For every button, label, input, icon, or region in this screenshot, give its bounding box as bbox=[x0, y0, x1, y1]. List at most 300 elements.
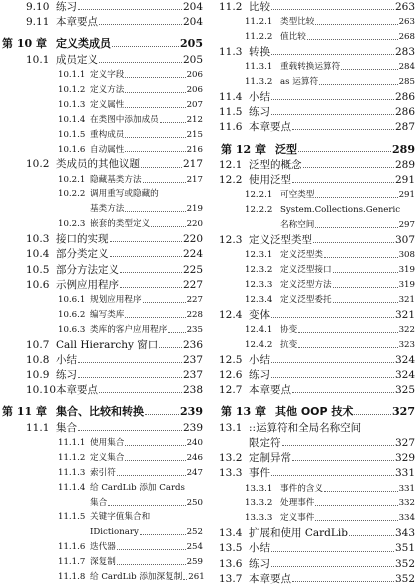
toc-entry-page: 207 bbox=[186, 99, 203, 110]
toc-entry-title: 定义方法 bbox=[90, 84, 125, 95]
dot-leader bbox=[99, 62, 182, 63]
toc-entry-page: 319 bbox=[398, 280, 415, 291]
toc-entry-number: 第 12 章 bbox=[221, 142, 266, 156]
toc-entry-title: 本章要点 bbox=[56, 384, 98, 397]
toc-entry-page: 323 bbox=[398, 339, 415, 350]
toc-entry[interactable] bbox=[213, 203, 415, 218]
toc-entry-title: 变体 bbox=[249, 308, 270, 321]
toc-entry-number: 11.4 bbox=[219, 90, 243, 103]
toc-entry[interactable] bbox=[213, 496, 415, 511]
toc-entry-number: 10.6.3 bbox=[58, 324, 86, 335]
toc-entry-page: 261 bbox=[188, 572, 205, 583]
dot-leader bbox=[143, 302, 186, 303]
toc-entry-title: 本章要点 bbox=[249, 572, 291, 585]
toc-entry[interactable] bbox=[213, 15, 415, 30]
toc-entry[interactable] bbox=[0, 0, 203, 15]
toc-entry-title: 隐藏基类方法 bbox=[90, 174, 142, 185]
toc-entry[interactable] bbox=[0, 15, 203, 30]
toc-entry-number: 10.1.2 bbox=[58, 84, 86, 95]
toc-entry-title: 嵌套的类型定义 bbox=[90, 219, 151, 230]
toc-entry-title: 部分类定义 bbox=[56, 248, 109, 261]
toc-entry[interactable] bbox=[213, 141, 415, 159]
toc-entry[interactable] bbox=[213, 482, 415, 497]
toc-entry-number: 12.4 bbox=[219, 308, 243, 321]
toc-entry-page: 240 bbox=[186, 438, 203, 449]
toc-entry[interactable] bbox=[0, 403, 203, 421]
toc-entry-number: 10.8 bbox=[26, 353, 50, 366]
toc-entry[interactable] bbox=[213, 0, 415, 15]
toc-entry-page: 205 bbox=[180, 37, 203, 51]
dot-leader bbox=[99, 392, 182, 393]
toc-entry-number: 13.3 bbox=[219, 467, 243, 480]
toc-entry-page: 225 bbox=[182, 263, 203, 276]
toc-entry-number: 第 10 章 bbox=[2, 37, 47, 51]
toc-entry-page: 289 bbox=[394, 159, 415, 171]
toc-entry-title: 接口的实现 bbox=[56, 233, 109, 246]
dot-leader bbox=[120, 272, 182, 273]
toc-entry[interactable] bbox=[213, 293, 415, 308]
toc-entry[interactable] bbox=[213, 368, 415, 383]
toc-entry-page: 334 bbox=[398, 513, 415, 524]
toc-entry-number: 10.2.3 bbox=[58, 219, 86, 230]
toc-entry[interactable] bbox=[0, 525, 203, 540]
toc-entry-title: 类库的客户应用程序 bbox=[90, 324, 168, 335]
toc-entry-title: 迭代器 bbox=[90, 542, 116, 553]
toc-entry-title: 使用集合 bbox=[90, 438, 125, 449]
toc-entry[interactable] bbox=[213, 557, 415, 572]
dot-leader bbox=[140, 534, 186, 535]
toc-entry-number: 11.2.1 bbox=[245, 17, 273, 28]
dot-leader bbox=[110, 256, 182, 257]
toc-entry-page: 286 bbox=[394, 90, 415, 103]
toc-entry-title: 在类图中添加成员 bbox=[90, 114, 159, 125]
dot-leader bbox=[324, 257, 398, 258]
toc-entry[interactable] bbox=[0, 323, 203, 338]
toc-entry[interactable] bbox=[0, 338, 203, 353]
dot-leader bbox=[78, 430, 182, 431]
toc-entry[interactable] bbox=[0, 202, 203, 217]
toc-entry-page: 351 bbox=[394, 542, 415, 555]
dot-leader bbox=[125, 77, 185, 78]
toc-entry-title: 小结 bbox=[249, 542, 270, 555]
dot-leader bbox=[271, 99, 394, 100]
toc-entry-title: 部分方法定义 bbox=[56, 263, 119, 276]
dot-leader bbox=[271, 551, 394, 552]
toc-entry[interactable] bbox=[0, 496, 203, 511]
dot-leader bbox=[271, 377, 394, 378]
dot-leader bbox=[341, 69, 397, 70]
toc-entry[interactable] bbox=[213, 218, 415, 233]
toc-entry[interactable] bbox=[0, 278, 203, 293]
toc-entry-number: 10.1.5 bbox=[58, 129, 86, 140]
dot-leader bbox=[315, 505, 397, 506]
dot-leader bbox=[78, 9, 182, 10]
toc-entry[interactable] bbox=[213, 511, 415, 526]
toc-entry-number: 13.3.2 bbox=[245, 498, 273, 509]
toc-entry[interactable] bbox=[213, 278, 415, 293]
toc-entry-title: 泛型的概念 bbox=[249, 159, 302, 171]
toc-entry-page: 204 bbox=[182, 1, 203, 13]
toc-entry[interactable] bbox=[0, 293, 203, 308]
toc-entry-title: 类成员的其他议题 bbox=[56, 158, 140, 171]
toc-entry-page: 285 bbox=[398, 77, 415, 88]
toc-entry-number: 10.1.4 bbox=[58, 114, 86, 125]
toc-entry[interactable] bbox=[0, 481, 203, 496]
toc-entry-number: 11.1.8 bbox=[58, 572, 86, 583]
toc-entry-page: 236 bbox=[182, 338, 203, 351]
dot-leader bbox=[333, 272, 398, 273]
toc-entry-title: 定义泛型委托 bbox=[280, 294, 332, 305]
toc-entry-title: 名称空间 bbox=[280, 220, 315, 231]
toc-entry-title: 重构成员 bbox=[90, 129, 125, 140]
toc-entry-title: 重载转换运算符 bbox=[280, 62, 341, 73]
toc-entry-page: 238 bbox=[182, 384, 203, 397]
toc-entry-title: 定义集合 bbox=[90, 452, 125, 463]
toc-entry-number: 11.2 bbox=[219, 1, 243, 13]
toc-entry-page: 212 bbox=[186, 114, 203, 125]
toc-entry-title: 定义泛型方法 bbox=[280, 280, 332, 291]
toc-entry-title: 使用泛型 bbox=[249, 174, 291, 187]
toc-entry[interactable] bbox=[0, 173, 203, 188]
dot-leader bbox=[315, 197, 397, 198]
toc-entry[interactable] bbox=[213, 421, 415, 436]
toc-entry-page: 322 bbox=[398, 324, 415, 335]
toc-entry-number: 12.5 bbox=[219, 353, 243, 366]
toc-entry[interactable] bbox=[0, 143, 203, 158]
toc-entry-number: 10.3 bbox=[26, 233, 50, 246]
toc-entry-title: 深复制 bbox=[90, 557, 116, 568]
toc-entry-number: 10.1.6 bbox=[58, 144, 86, 155]
toc-entry-page: 325 bbox=[394, 384, 415, 397]
toc-entry-number: 10.4 bbox=[26, 248, 50, 261]
toc-entry-number: 13.3.3 bbox=[245, 513, 273, 524]
dot-leader bbox=[271, 317, 394, 318]
toc-entry[interactable] bbox=[213, 233, 415, 248]
toc-entry-title: 值比较 bbox=[280, 32, 306, 43]
toc-entry-number: 12.2.2 bbox=[245, 205, 273, 216]
dot-leader bbox=[78, 377, 182, 378]
toc-entry-page: 329 bbox=[394, 452, 415, 465]
toc-entry-title: 编写类库 bbox=[90, 309, 125, 320]
toc-entry[interactable] bbox=[213, 451, 415, 466]
toc-entry-title: 练习 bbox=[56, 1, 77, 13]
toc-entry-title: 基类方法 bbox=[90, 204, 125, 215]
toc-entry-title: 给 CardLib 添加深复制 bbox=[90, 572, 183, 583]
toc-entry-title: 本章要点 bbox=[249, 384, 291, 397]
toc-entry-number: 10.2.2 bbox=[58, 189, 86, 200]
toc-entry-title: 转换 bbox=[249, 45, 270, 58]
toc-entry[interactable] bbox=[0, 68, 203, 83]
toc-entry-page: 246 bbox=[186, 452, 203, 463]
dot-leader bbox=[282, 445, 394, 446]
toc-entry[interactable] bbox=[0, 570, 203, 585]
toc-entry[interactable] bbox=[0, 98, 203, 113]
toc-entry-title: 泛型 bbox=[275, 142, 297, 156]
toc-entry[interactable] bbox=[0, 308, 203, 323]
dot-leader bbox=[141, 167, 182, 168]
toc-entry-title: 小结 bbox=[56, 353, 77, 366]
toc-entry-page: 297 bbox=[398, 220, 415, 231]
dot-leader bbox=[333, 287, 398, 288]
dot-leader bbox=[292, 182, 394, 183]
toc-entry[interactable] bbox=[213, 466, 415, 481]
toc-entry-number: 13.2 bbox=[219, 452, 243, 465]
toc-entry-page: 324 bbox=[394, 368, 415, 381]
dot-leader bbox=[151, 226, 185, 227]
toc-entry[interactable] bbox=[213, 173, 415, 188]
toc-entry-page: 227 bbox=[186, 294, 203, 305]
toc-entry-number: 10.9 bbox=[26, 368, 50, 381]
dot-leader bbox=[120, 287, 182, 288]
toc-entry-title: 定义类成员 bbox=[56, 37, 111, 51]
dot-leader bbox=[125, 92, 185, 93]
toc-entry[interactable] bbox=[0, 353, 203, 368]
toc-entry-page: 308 bbox=[398, 250, 415, 261]
toc-entry-number: 10.7 bbox=[26, 338, 50, 351]
toc-entry-number: 10.6.2 bbox=[58, 309, 86, 320]
toc-entry-number: 11.1.2 bbox=[58, 452, 86, 463]
toc-entry[interactable] bbox=[0, 555, 203, 570]
toc-entry[interactable] bbox=[0, 421, 203, 436]
toc-entry-number: 12.3 bbox=[219, 234, 243, 247]
toc-entry-title: 练习 bbox=[249, 557, 270, 570]
dot-leader bbox=[78, 362, 182, 363]
dot-leader bbox=[292, 460, 394, 461]
toc-entry-title: 集合 bbox=[56, 421, 77, 434]
toc-entry[interactable] bbox=[213, 353, 415, 368]
toc-entry[interactable] bbox=[0, 35, 203, 53]
toc-entry[interactable] bbox=[0, 383, 203, 398]
toc-entry-number: 10.10 bbox=[26, 384, 57, 397]
toc-entry-page: 319 bbox=[398, 265, 415, 276]
toc-entry[interactable] bbox=[0, 217, 203, 232]
dot-leader bbox=[160, 122, 186, 123]
toc-entry[interactable] bbox=[0, 232, 203, 247]
toc-entry-title: 定义泛型类型 bbox=[249, 234, 312, 247]
toc-entry-page: 324 bbox=[394, 353, 415, 366]
dot-leader bbox=[271, 475, 394, 476]
dot-leader bbox=[108, 505, 185, 506]
toc-entry-page: 263 bbox=[394, 1, 415, 13]
toc-entry-number: 9.11 bbox=[26, 16, 50, 29]
toc-right-column bbox=[213, 0, 415, 587]
toc-entry-title: 集合 bbox=[90, 497, 108, 508]
toc-entry-title: 定义事件 bbox=[280, 513, 315, 524]
toc-entry-number: 12.4.2 bbox=[245, 339, 273, 350]
toc-entry-number: 13.3.1 bbox=[245, 483, 273, 494]
toc-entry-title: 定义属性 bbox=[90, 99, 125, 110]
toc-entry-title: 可空类型 bbox=[280, 190, 315, 201]
toc-entry[interactable] bbox=[213, 90, 415, 105]
toc-entry-page: 219 bbox=[186, 204, 203, 215]
toc-entry-number: 13.7 bbox=[219, 572, 243, 585]
toc-entry-title: 关键字值集合和 bbox=[90, 512, 151, 523]
toc-entry-number: 10.5 bbox=[26, 263, 50, 276]
dot-leader bbox=[315, 520, 397, 521]
toc-entry[interactable] bbox=[0, 466, 203, 481]
toc-entry-number: 10.1 bbox=[26, 53, 50, 66]
toc-entry[interactable] bbox=[213, 30, 415, 45]
toc-entry-number: 11.2.2 bbox=[245, 32, 273, 43]
toc-entry-page: 217 bbox=[182, 158, 203, 171]
dot-leader bbox=[271, 54, 394, 55]
dot-leader bbox=[292, 581, 394, 582]
toc-entry-title: 示例应用程序 bbox=[56, 278, 119, 291]
toc-entry[interactable] bbox=[0, 510, 203, 525]
toc-entry-title: 事件的含义 bbox=[280, 483, 323, 494]
dot-leader bbox=[183, 579, 187, 580]
toc-entry-page: 239 bbox=[180, 405, 203, 419]
toc-entry-title: 练习 bbox=[56, 368, 77, 381]
dot-leader bbox=[271, 362, 394, 363]
toc-entry-page: 286 bbox=[394, 106, 415, 119]
toc-entry-page: 291 bbox=[398, 190, 415, 201]
toc-entry[interactable] bbox=[213, 436, 415, 451]
toc-left-column bbox=[0, 0, 203, 585]
dot-leader bbox=[349, 535, 394, 536]
toc-entry[interactable] bbox=[0, 187, 203, 202]
toc-entry-number: 11.1.3 bbox=[58, 467, 86, 478]
toc-entry-page: 321 bbox=[394, 308, 415, 321]
toc-entry-page: 250 bbox=[186, 497, 203, 508]
dot-leader bbox=[159, 347, 182, 348]
toc-entry[interactable] bbox=[213, 188, 415, 203]
toc-entry-page: 224 bbox=[182, 248, 203, 261]
toc-entry[interactable] bbox=[213, 105, 415, 120]
toc-entry-page: 352 bbox=[394, 572, 415, 585]
toc-entry-title: 抗变 bbox=[280, 339, 298, 350]
toc-entry-number: 12.1 bbox=[219, 159, 243, 171]
toc-entry-title: 比较 bbox=[249, 1, 270, 13]
toc-entry-title: 索引符 bbox=[90, 467, 116, 478]
toc-entry[interactable] bbox=[0, 83, 203, 98]
toc-entry-number: 10.2.1 bbox=[58, 174, 86, 185]
toc-entry[interactable] bbox=[213, 248, 415, 263]
toc-entry-page: 268 bbox=[398, 32, 415, 43]
toc-entry[interactable] bbox=[213, 572, 415, 587]
toc-entry-title: 成员定义 bbox=[56, 53, 98, 66]
toc-entry-title: 本章要点 bbox=[56, 16, 98, 29]
toc-entry-number: 10.1.3 bbox=[58, 99, 86, 110]
dot-leader bbox=[298, 332, 397, 333]
toc-entry-page: 287 bbox=[394, 121, 415, 134]
toc-entry[interactable] bbox=[0, 263, 203, 278]
toc-entry-number: 12.3.3 bbox=[245, 280, 273, 291]
toc-entry-number: 12.3.2 bbox=[245, 265, 273, 276]
dot-leader bbox=[112, 46, 179, 47]
toc-entry-title: as 运算符 bbox=[280, 77, 319, 88]
toc-entry-number: 11.3 bbox=[219, 45, 243, 58]
dot-leader bbox=[271, 566, 394, 567]
toc-entry-title: 集合、比较和转换 bbox=[56, 405, 144, 419]
toc-entry[interactable] bbox=[213, 323, 415, 338]
toc-entry-page: 327 bbox=[392, 405, 415, 419]
toc-entry[interactable] bbox=[213, 75, 415, 90]
toc-entry-page: 259 bbox=[186, 557, 203, 568]
toc-entry-page: 331 bbox=[398, 483, 415, 494]
toc-entry[interactable] bbox=[0, 53, 203, 68]
toc-entry-number: 10.1.1 bbox=[58, 70, 86, 81]
toc-entry-page: 307 bbox=[394, 234, 415, 247]
toc-entry[interactable] bbox=[213, 308, 415, 323]
toc-entry[interactable] bbox=[213, 383, 415, 398]
toc-entry-title: IDictionary bbox=[90, 527, 139, 538]
toc-entry-title: ::运算符和全局名称空间 bbox=[249, 421, 362, 434]
toc-entry[interactable] bbox=[213, 541, 415, 556]
toc-entry-title: 定制异常 bbox=[249, 452, 291, 465]
toc-entry[interactable] bbox=[213, 338, 415, 353]
toc-entry-page: 284 bbox=[398, 62, 415, 73]
toc-entry-page: 228 bbox=[186, 309, 203, 320]
toc-entry-number: 11.6 bbox=[219, 121, 243, 134]
toc-entry[interactable] bbox=[213, 263, 415, 278]
toc-entry-number: 11.3.2 bbox=[245, 77, 273, 88]
toc-entry-title: 自动属性 bbox=[90, 144, 125, 155]
dot-leader bbox=[145, 414, 179, 415]
toc-entry-page: 206 bbox=[186, 84, 203, 95]
dot-leader bbox=[125, 211, 185, 212]
dot-leader bbox=[125, 107, 185, 108]
toc-entry[interactable] bbox=[213, 60, 415, 75]
toc-entry-page: 332 bbox=[398, 498, 415, 509]
toc-entry-number: 11.1.7 bbox=[58, 557, 86, 568]
toc-entry[interactable] bbox=[213, 403, 415, 421]
toc-entry-number: 12.3.4 bbox=[245, 294, 273, 305]
toc-entry-number: 12.7 bbox=[219, 384, 243, 397]
toc-entry[interactable] bbox=[213, 158, 415, 173]
dot-leader bbox=[313, 242, 394, 243]
toc-entry-number: 11.1 bbox=[26, 421, 50, 434]
toc-entry[interactable] bbox=[213, 526, 415, 541]
toc-entry-page: 235 bbox=[186, 324, 203, 335]
toc-entry-number: 11.1.4 bbox=[58, 482, 86, 493]
dot-leader bbox=[125, 137, 185, 138]
toc-entry-title: 练习 bbox=[249, 368, 270, 381]
dot-leader bbox=[125, 460, 185, 461]
toc-entry[interactable] bbox=[0, 436, 203, 451]
toc-entry-page: 283 bbox=[394, 45, 415, 58]
toc-entry-title: 限定符 bbox=[249, 437, 281, 450]
toc-entry-page: 204 bbox=[182, 16, 203, 29]
toc-entry-page: 205 bbox=[182, 53, 203, 66]
toc-entry-number: 12.2 bbox=[219, 174, 243, 187]
toc-entry[interactable] bbox=[0, 128, 203, 143]
toc-entry[interactable] bbox=[213, 120, 415, 135]
toc-entry[interactable] bbox=[0, 540, 203, 555]
dot-leader bbox=[117, 475, 186, 476]
toc-entry[interactable] bbox=[0, 368, 203, 383]
dot-leader bbox=[271, 114, 394, 115]
toc-entry[interactable] bbox=[0, 451, 203, 466]
dot-leader bbox=[354, 414, 391, 415]
toc-entry-number: 10.6.1 bbox=[58, 294, 86, 305]
toc-entry[interactable] bbox=[0, 247, 203, 262]
toc-entry-page: 331 bbox=[394, 467, 415, 480]
toc-entry-title: 给 CardLib 添加 Cards bbox=[90, 482, 185, 493]
dot-leader bbox=[99, 24, 182, 25]
toc-entry[interactable] bbox=[0, 113, 203, 128]
dot-leader bbox=[315, 227, 397, 228]
toc-entry-number: 11.1.5 bbox=[58, 512, 86, 523]
toc-entry-number: 第 11 章 bbox=[2, 405, 47, 419]
toc-entry[interactable] bbox=[0, 157, 203, 172]
dot-leader bbox=[324, 491, 398, 492]
toc-entry-page: 321 bbox=[398, 294, 415, 305]
toc-entry-number: 11.1.1 bbox=[58, 438, 86, 449]
toc-entry[interactable] bbox=[213, 45, 415, 60]
toc-entry-page: 220 bbox=[186, 219, 203, 230]
toc-entry-page: 206 bbox=[186, 70, 203, 81]
